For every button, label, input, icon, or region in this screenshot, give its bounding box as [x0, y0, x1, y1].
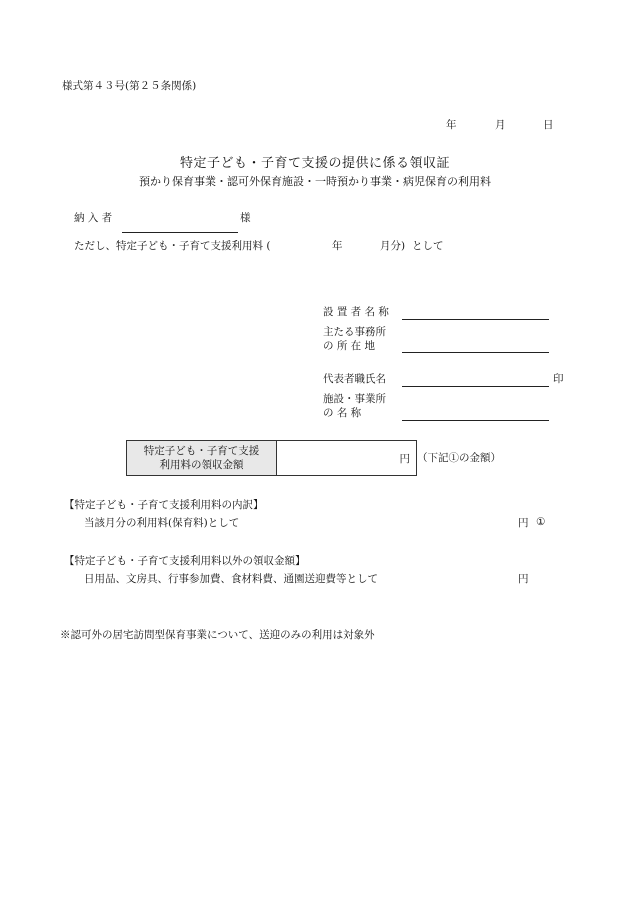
payer-label: 納 入 者: [74, 212, 113, 224]
establishment-label-line1: 施設・事業所: [323, 393, 386, 405]
form-number: 様式第４３号(第２５条関係): [62, 80, 197, 92]
facility-name-line: [402, 319, 549, 320]
breakdown-heading: 【特定子ども・子育て支援利用料の内訳】: [64, 499, 264, 511]
facility-name-label: 設 置 者 名 称: [323, 306, 389, 318]
received-amount-label: [127, 441, 277, 475]
footnote: ※認可外の居宅訪問型保育事業について、送迎のみの利用は対象外: [60, 629, 375, 641]
other-unit: 円: [518, 573, 529, 585]
received-amount-field[interactable]: [277, 441, 416, 475]
received-amount-label-line1: 特定子ども・子育て支援: [143, 444, 260, 457]
office-address-line: [402, 352, 549, 353]
date-day-label: 日: [543, 119, 554, 131]
received-amount-box: [126, 440, 417, 476]
provisio-year: 年: [332, 240, 343, 252]
received-amount-note: （下記①の金額）: [417, 452, 501, 464]
establishment-name-line: [402, 420, 549, 421]
other-item: 日用品、文房具、行事参加費、食材料費、通園送迎費等として: [84, 573, 378, 585]
provisio-tail: として: [412, 240, 444, 252]
other-heading: 【特定子ども・子育て支援利用料以外の領収金額】: [64, 555, 306, 567]
page-subtitle: 預かり保育事業・認可外保育施設・一時預かり事業・病児保育の利用料: [139, 175, 491, 188]
payer-name-line: [122, 232, 238, 233]
breakdown-unit: 円: [518, 517, 529, 529]
provisio-text: ただし、特定子ども・子育て支援利用料 (: [74, 240, 271, 252]
date-year-label: 年: [446, 119, 457, 131]
office-label-line1: 主たる事務所: [323, 326, 386, 338]
received-amount-label-line2: 利用料の領収金額: [159, 459, 244, 471]
seal-mark: 印: [553, 373, 564, 385]
representative-label: 代表者職氏名: [323, 373, 386, 385]
office-label-line2: の 所 在 地: [323, 340, 376, 352]
breakdown-marker: ①: [536, 516, 546, 528]
provisio-month: 月分): [380, 240, 406, 252]
establishment-label-line2: の 名 称: [323, 407, 362, 419]
breakdown-item: 当該月分の利用料(保育料)として: [84, 517, 240, 529]
payer-suffix: 様: [240, 212, 251, 224]
page-title: 特定子ども・子育て支援の提供に係る領収証: [179, 156, 450, 171]
representative-line: [402, 386, 549, 387]
received-amount-unit: 円: [399, 452, 410, 465]
date-month-label: 月: [495, 119, 506, 131]
